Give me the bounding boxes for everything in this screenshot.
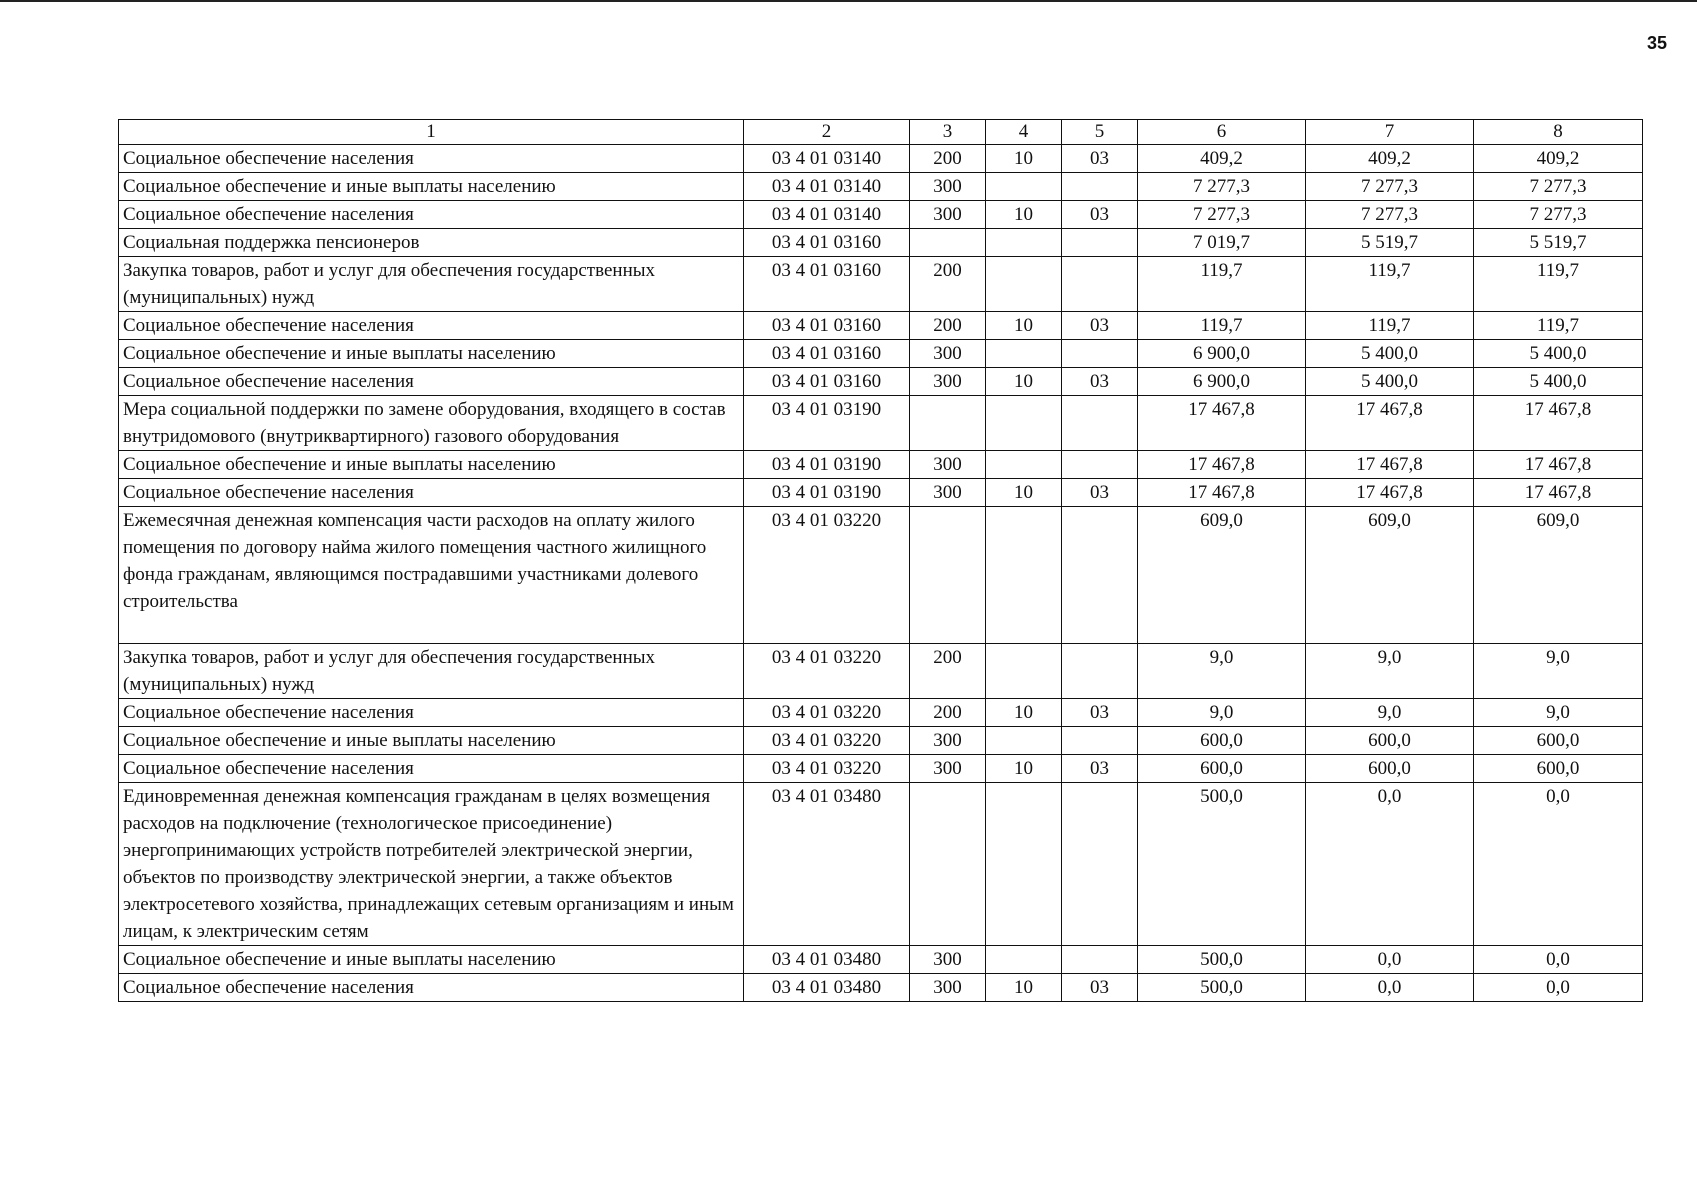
cell-sum-3: 9,0 [1474, 644, 1643, 699]
table-row [119, 201, 1643, 229]
cell-sum-1: 7 019,7 [1138, 229, 1306, 257]
cell-sum-3: 409,2 [1474, 145, 1643, 173]
cell-sum-2: 600,0 [1306, 727, 1474, 755]
cell-name: Социальное обеспечение населения [119, 479, 744, 507]
cell-section [986, 396, 1062, 451]
cell-type [910, 396, 986, 451]
table-row [119, 396, 1643, 451]
cell-sum-2: 0,0 [1306, 946, 1474, 974]
cell-sum-3: 119,7 [1474, 312, 1643, 340]
cell-sum-3: 5 400,0 [1474, 368, 1643, 396]
cell-name: Социальное обеспечение и иные выплаты населению [119, 946, 744, 974]
table-row [119, 451, 1643, 479]
cell-subsection [1062, 229, 1138, 257]
cell-name: Социальное обеспечение и иные выплаты населению [119, 340, 744, 368]
cell-section: 10 [986, 312, 1062, 340]
cell-code: 03 4 01 03190 [744, 396, 910, 451]
cell-name: Мера социальной поддержки по замене оборудования, входящего в состав внутридомового (внутриквартирного) газового оборудования [119, 396, 744, 451]
cell-sum-3: 17 467,8 [1474, 451, 1643, 479]
cell-code: 03 4 01 03160 [744, 368, 910, 396]
cell-section [986, 783, 1062, 946]
cell-sum-2: 17 467,8 [1306, 396, 1474, 451]
cell-subsection [1062, 340, 1138, 368]
cell-code: 03 4 01 03190 [744, 479, 910, 507]
cell-name: Ежемесячная денежная компенсация части расходов на оплату жилого помещения по договору найма жилого помещения частного жилищного фонда гражданам, являющимся пострадавшими участниками долевого строительства [119, 507, 744, 644]
cell-sum-3: 9,0 [1474, 699, 1643, 727]
header-cell: 8 [1474, 120, 1643, 145]
cell-subsection [1062, 783, 1138, 946]
cell-sum-3: 0,0 [1474, 974, 1643, 1002]
table-row [119, 727, 1643, 755]
cell-subsection: 03 [1062, 312, 1138, 340]
cell-sum-1: 9,0 [1138, 699, 1306, 727]
cell-code: 03 4 01 03160 [744, 229, 910, 257]
table-row [119, 145, 1643, 173]
cell-section [986, 946, 1062, 974]
cell-sum-2: 119,7 [1306, 312, 1474, 340]
cell-subsection: 03 [1062, 699, 1138, 727]
cell-subsection [1062, 507, 1138, 644]
cell-sum-3: 17 467,8 [1474, 396, 1643, 451]
cell-section: 10 [986, 368, 1062, 396]
header-row [119, 120, 1643, 145]
cell-type: 300 [910, 974, 986, 1002]
cell-subsection: 03 [1062, 368, 1138, 396]
cell-sum-2: 17 467,8 [1306, 451, 1474, 479]
cell-sum-1: 9,0 [1138, 644, 1306, 699]
cell-sum-3: 5 400,0 [1474, 340, 1643, 368]
cell-sum-3: 119,7 [1474, 257, 1643, 312]
cell-section [986, 507, 1062, 644]
cell-sum-1: 7 277,3 [1138, 173, 1306, 201]
cell-sum-2: 609,0 [1306, 507, 1474, 644]
cell-code: 03 4 01 03480 [744, 783, 910, 946]
table-row [119, 946, 1643, 974]
cell-type: 200 [910, 145, 986, 173]
table-row [119, 699, 1643, 727]
table-row [119, 974, 1643, 1002]
cell-subsection [1062, 257, 1138, 312]
cell-sum-2: 9,0 [1306, 644, 1474, 699]
cell-code: 03 4 01 03220 [744, 699, 910, 727]
cell-section [986, 257, 1062, 312]
cell-type: 300 [910, 451, 986, 479]
cell-subsection: 03 [1062, 974, 1138, 1002]
cell-section [986, 173, 1062, 201]
cell-sum-1: 409,2 [1138, 145, 1306, 173]
cell-sum-2: 0,0 [1306, 974, 1474, 1002]
cell-type: 300 [910, 727, 986, 755]
cell-name: Единовременная денежная компенсация гражданам в целях возмещения расходов на подключение (технологическое присоединение) энергопринимающих устройств потребителей электрической энергии, объектов по производству электрической энергии, а также объектов электросетевого хозяйства, принадлежащих сетевым организациям и иным лицам, к электрическим сетям [119, 783, 744, 946]
cell-type [910, 229, 986, 257]
cell-sum-3: 600,0 [1474, 727, 1643, 755]
cell-section [986, 451, 1062, 479]
table-row [119, 229, 1643, 257]
cell-sum-2: 7 277,3 [1306, 201, 1474, 229]
cell-type: 200 [910, 312, 986, 340]
cell-subsection [1062, 173, 1138, 201]
cell-subsection [1062, 727, 1138, 755]
cell-section [986, 340, 1062, 368]
cell-sum-1: 17 467,8 [1138, 479, 1306, 507]
table-row [119, 257, 1643, 312]
cell-sum-2: 7 277,3 [1306, 173, 1474, 201]
cell-sum-3: 609,0 [1474, 507, 1643, 644]
cell-name: Социальная поддержка пенсионеров [119, 229, 744, 257]
top-rule [0, 0, 1697, 2]
cell-subsection: 03 [1062, 145, 1138, 173]
cell-name: Социальное обеспечение населения [119, 755, 744, 783]
cell-sum-3: 7 277,3 [1474, 173, 1643, 201]
cell-sum-2: 5 400,0 [1306, 340, 1474, 368]
cell-type: 300 [910, 173, 986, 201]
cell-code: 03 4 01 03140 [744, 173, 910, 201]
cell-code: 03 4 01 03140 [744, 201, 910, 229]
cell-name: Социальное обеспечение и иные выплаты населению [119, 451, 744, 479]
cell-section: 10 [986, 479, 1062, 507]
cell-code: 03 4 01 03480 [744, 946, 910, 974]
cell-sum-1: 6 900,0 [1138, 368, 1306, 396]
cell-code: 03 4 01 03140 [744, 145, 910, 173]
cell-sum-2: 0,0 [1306, 783, 1474, 946]
cell-sum-2: 5 519,7 [1306, 229, 1474, 257]
cell-sum-3: 600,0 [1474, 755, 1643, 783]
cell-type [910, 507, 986, 644]
cell-sum-1: 600,0 [1138, 727, 1306, 755]
cell-sum-1: 17 467,8 [1138, 396, 1306, 451]
header-cell: 5 [1062, 120, 1138, 145]
cell-subsection: 03 [1062, 201, 1138, 229]
cell-section: 10 [986, 699, 1062, 727]
cell-name: Социальное обеспечение населения [119, 699, 744, 727]
cell-sum-1: 17 467,8 [1138, 451, 1306, 479]
header-cell: 4 [986, 120, 1062, 145]
cell-name: Закупка товаров, работ и услуг для обеспечения государственных (муниципальных) нужд [119, 257, 744, 312]
page-number: 35 [1646, 33, 1667, 53]
cell-section: 10 [986, 201, 1062, 229]
budget-table [118, 119, 1643, 1002]
cell-type [910, 783, 986, 946]
table-row [119, 368, 1643, 396]
cell-section [986, 229, 1062, 257]
cell-sum-1: 500,0 [1138, 974, 1306, 1002]
cell-type: 300 [910, 755, 986, 783]
header-cell: 1 [119, 120, 744, 145]
cell-code: 03 4 01 03220 [744, 644, 910, 699]
cell-type: 200 [910, 644, 986, 699]
cell-sum-1: 119,7 [1138, 312, 1306, 340]
cell-section: 10 [986, 755, 1062, 783]
cell-name: Закупка товаров, работ и услуг для обеспечения государственных (муниципальных) нужд [119, 644, 744, 699]
header-cell: 7 [1306, 120, 1474, 145]
cell-name: Социальное обеспечение и иные выплаты населению [119, 173, 744, 201]
table-row [119, 173, 1643, 201]
cell-section: 10 [986, 145, 1062, 173]
cell-code: 03 4 01 03160 [744, 312, 910, 340]
cell-sum-2: 409,2 [1306, 145, 1474, 173]
cell-name: Социальное обеспечение и иные выплаты населению [119, 727, 744, 755]
table-row [119, 340, 1643, 368]
cell-code: 03 4 01 03220 [744, 755, 910, 783]
cell-section [986, 644, 1062, 699]
cell-sum-2: 9,0 [1306, 699, 1474, 727]
cell-sum-1: 600,0 [1138, 755, 1306, 783]
cell-sum-3: 5 519,7 [1474, 229, 1643, 257]
cell-sum-2: 600,0 [1306, 755, 1474, 783]
cell-subsection: 03 [1062, 755, 1138, 783]
cell-section: 10 [986, 974, 1062, 1002]
cell-sum-2: 17 467,8 [1306, 479, 1474, 507]
table-row [119, 755, 1643, 783]
header-cell: 3 [910, 120, 986, 145]
header-cell: 6 [1138, 120, 1306, 145]
cell-type: 300 [910, 946, 986, 974]
cell-subsection [1062, 946, 1138, 974]
cell-sum-1: 500,0 [1138, 946, 1306, 974]
cell-type: 200 [910, 699, 986, 727]
cell-name: Социальное обеспечение населения [119, 145, 744, 173]
cell-sum-3: 0,0 [1474, 946, 1643, 974]
cell-subsection [1062, 451, 1138, 479]
cell-sum-3: 7 277,3 [1474, 201, 1643, 229]
cell-type: 200 [910, 257, 986, 312]
cell-sum-1: 500,0 [1138, 783, 1306, 946]
cell-type: 300 [910, 479, 986, 507]
cell-code: 03 4 01 03480 [744, 974, 910, 1002]
cell-sum-3: 17 467,8 [1474, 479, 1643, 507]
cell-sum-2: 119,7 [1306, 257, 1474, 312]
table-row [119, 312, 1643, 340]
cell-code: 03 4 01 03220 [744, 727, 910, 755]
cell-type: 300 [910, 340, 986, 368]
cell-section [986, 727, 1062, 755]
cell-sum-2: 5 400,0 [1306, 368, 1474, 396]
table-row [119, 479, 1643, 507]
cell-code: 03 4 01 03220 [744, 507, 910, 644]
cell-sum-1: 6 900,0 [1138, 340, 1306, 368]
cell-name: Социальное обеспечение населения [119, 312, 744, 340]
cell-code: 03 4 01 03160 [744, 257, 910, 312]
table-row [119, 507, 1643, 644]
table-body [119, 145, 1643, 1002]
cell-sum-1: 7 277,3 [1138, 201, 1306, 229]
cell-subsection [1062, 396, 1138, 451]
cell-type: 300 [910, 201, 986, 229]
cell-code: 03 4 01 03160 [744, 340, 910, 368]
cell-subsection [1062, 644, 1138, 699]
cell-sum-1: 609,0 [1138, 507, 1306, 644]
table-row [119, 644, 1643, 699]
cell-name: Социальное обеспечение населения [119, 368, 744, 396]
cell-subsection: 03 [1062, 479, 1138, 507]
cell-type: 300 [910, 368, 986, 396]
cell-sum-3: 0,0 [1474, 783, 1643, 946]
cell-name: Социальное обеспечение населения [119, 974, 744, 1002]
cell-sum-1: 119,7 [1138, 257, 1306, 312]
cell-name: Социальное обеспечение населения [119, 201, 744, 229]
cell-code: 03 4 01 03190 [744, 451, 910, 479]
header-cell: 2 [744, 120, 910, 145]
table-row [119, 783, 1643, 946]
